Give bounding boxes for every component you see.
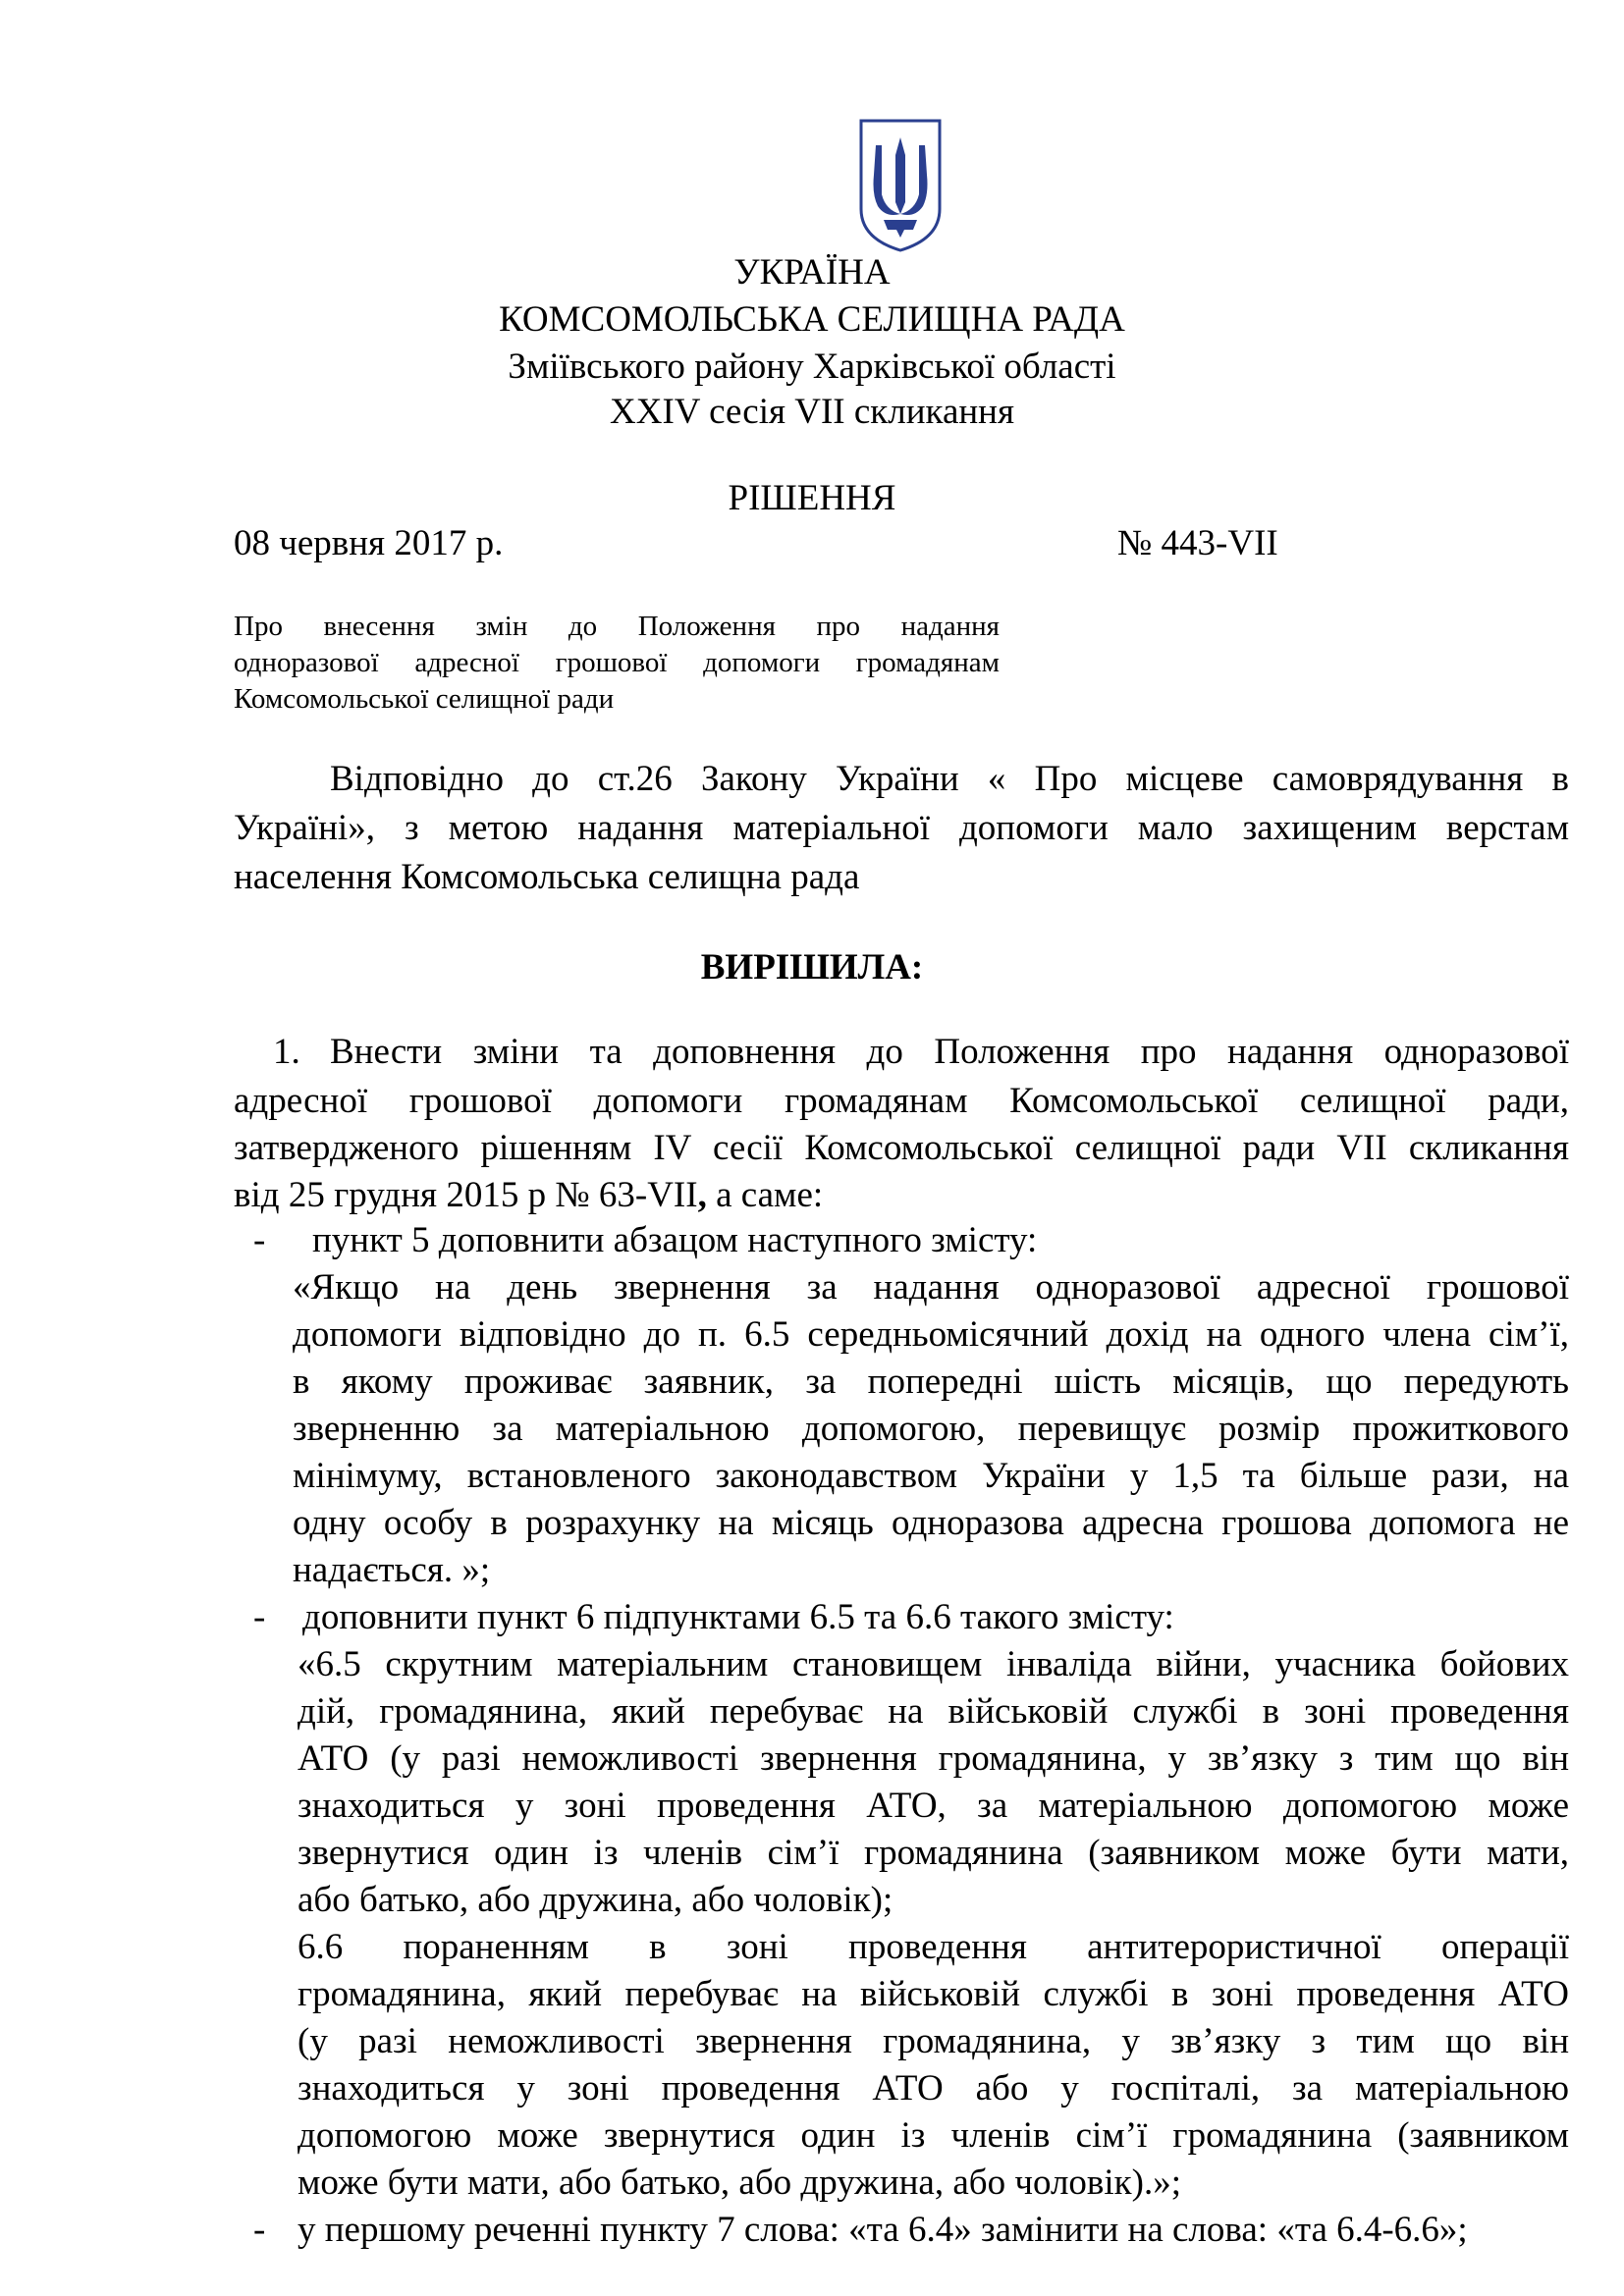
bullet-line: знаходиться у зоні проведення АТО, за матеріальною допомогою може — [298, 1786, 1569, 1826]
preamble-line: населення Комсомольська селищна рада — [234, 857, 860, 897]
decision-number: № 443-VII — [1117, 523, 1278, 563]
bullet-line: або батько, або дружина, або чоловік); — [298, 1880, 893, 1920]
item-number: 1. — [273, 1032, 300, 1072]
bullet-line: допомоги відповідно до п. 6.5 середньомісячний дохід на одного члена сім’ї, — [293, 1314, 1569, 1355]
bullet-head: у першому реченні пункту 7 слова: «та 6.4» замінити на слова: «та 6.4-6.6»; — [298, 2210, 1468, 2250]
bullet-line: звернутися один із членів сім’ї громадянина (заявником може бути мати, — [298, 1833, 1569, 1873]
bullet-line: може бути мати, або батько, або дружина, або чоловік).»; — [298, 2163, 1181, 2203]
bullet-line: знаходиться у зоні проведення АТО або у госпіталі, за матеріальною — [298, 2068, 1569, 2109]
bullet-line: допомогою може звернутися один із членів сім’ї громадянина (заявником — [298, 2115, 1569, 2156]
coat-of-arms-emblem — [856, 116, 945, 253]
decided-heading: ВИРІШИЛА: — [700, 947, 924, 988]
bullet-dash: - — [253, 2210, 266, 2250]
bullet-line: в якому проживає заявник, за попередні шість місяців, що передують — [293, 1362, 1569, 1402]
bullet-line: одну особу в розрахунку на місяць одноразова адресна грошова допомога не — [293, 1503, 1569, 1543]
bullet-line: (у разі неможливості звернення громадянина, у зв’язку з тим що він — [298, 2021, 1569, 2061]
bullet-dash: - — [253, 1597, 266, 1637]
document-type: РІШЕННЯ — [728, 478, 896, 518]
item-ref: від 25 грудня 2015 р № 63-VII — [234, 1175, 698, 1215]
bullet-line: «6.5 скрутним матеріальним становищем інваліда війни, учасника бойових — [298, 1644, 1569, 1684]
header-council: КОМСОМОЛЬСЬКА СЕЛИЩНА РАДА — [499, 299, 1125, 340]
item-line-last — [234, 1172, 823, 1219]
bullet-line: «Якщо на день звернення за надання одноразової адресної грошової — [293, 1267, 1569, 1308]
bullet-line: мінімуму, встановленого законодавством України у 1,5 та більше рази, на — [293, 1456, 1569, 1496]
bullet-line: громадянина, який перебуває на військовій службі в зоні проведення АТО — [298, 1974, 1569, 2014]
decision-date: 08 червня 2017 р. — [234, 523, 504, 563]
header-district: Зміївського району Харківської області — [508, 347, 1116, 387]
bullet-line: дій, громадянина, який перебуває на військовій службі в зоні проведення — [298, 1691, 1569, 1732]
preamble-line: Відповідно до ст.26 Закону України « Про місцеве самоврядування в — [330, 759, 1569, 799]
bullet-line: надається. »; — [293, 1550, 491, 1590]
bullet-dash: - — [253, 1220, 266, 1260]
item-line: затвердженого рішенням IV сесії Комсомольської селищної ради VII скликання — [234, 1128, 1569, 1168]
bullet-head: доповнити пункт 6 підпунктами 6.5 та 6.6 такого змісту: — [302, 1597, 1174, 1637]
subject-line: Про внесення змін до Положення про надання — [234, 611, 1000, 642]
preamble-line: Україні», з метою надання матеріальної допомоги мало захищеним верстам — [234, 808, 1569, 848]
item-suffix: а саме: — [706, 1175, 824, 1215]
subject-line: одноразової адресної грошової допомоги громадянам — [234, 647, 1000, 678]
item-line: Внести зміни та доповнення до Положення про надання одноразової — [330, 1032, 1569, 1072]
item-line: адресної грошової допомоги громадянам Комсомольської селищної ради, — [234, 1081, 1569, 1121]
header-session: XXIV сесія VII скликання — [610, 392, 1014, 432]
bullet-line: зверненню за матеріальною допомогою, перевищує розмір прожиткового — [293, 1409, 1569, 1449]
item-comma: , — [697, 1175, 707, 1215]
header-country: УКРАЇНА — [733, 252, 891, 293]
subject-line: Комсомольської селищної ради — [234, 683, 615, 715]
bullet-head: пункт 5 доповнити абзацом наступного змісту: — [312, 1220, 1038, 1260]
bullet-line: 6.6 пораненням в зоні проведення антитерористичної операції — [298, 1927, 1569, 1967]
bullet-line: АТО (у разі неможливості звернення громадянина, у зв’язку з тим що він — [298, 1738, 1569, 1779]
